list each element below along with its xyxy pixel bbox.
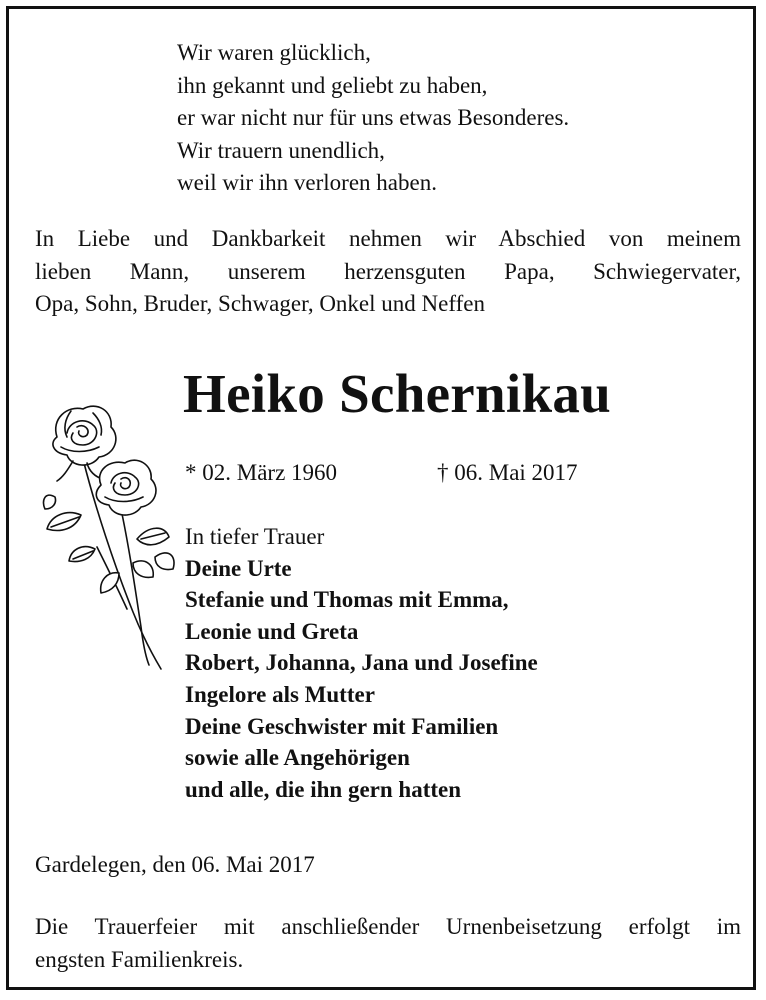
birth-date: * 02. März 1960 (185, 460, 338, 485)
farewell-line: lieben Mann, unserem herzensguten Papa, Schwiegervater, (35, 258, 741, 284)
poem-line: ihn gekannt und geliebt zu haben, (177, 72, 488, 98)
obituary-notice (6, 6, 756, 990)
poem-line: Wir waren glücklich, (177, 40, 371, 65)
funeral-notice-line: Die Trauerfeier mit anschließender Urnenbeisetzung erfolgt im (35, 914, 741, 939)
mourner-line: Deine Urte (185, 555, 292, 581)
deceased-name: Heiko Schernikau (183, 363, 612, 424)
farewell-text (35, 223, 741, 321)
funeral-notice (35, 911, 741, 976)
mourners-heading: In tiefer Trauer (185, 524, 325, 549)
mourner-line: Deine Geschwister mit Familien (185, 713, 499, 739)
mourner-line: Robert, Johanna, Jana und Josefine (185, 650, 538, 676)
mourner-line: und alle, die ihn gern hatten (185, 776, 462, 802)
farewell-line: Opa, Sohn, Bruder, Schwager, Onkel und Neffen (35, 291, 485, 316)
mourners-list (185, 521, 725, 805)
roses-icon (37, 397, 177, 682)
poem-line: weil wir ihn verloren haben. (177, 170, 437, 195)
mourner-line: sowie alle Angehörigen (185, 745, 410, 771)
farewell-line: In Liebe und Dankbarkeit nehmen wir Abschied von meinem (35, 226, 741, 251)
poem (177, 37, 697, 200)
funeral-notice-line: engsten Familienkreis. (35, 946, 244, 972)
mourner-line: Leonie und Greta (185, 618, 359, 644)
mourner-line: Stefanie und Thomas mit Emma, (185, 587, 509, 613)
place-and-date: Gardelegen, den 06. Mai 2017 (35, 852, 315, 877)
mourner-line: Ingelore als Mutter (185, 681, 375, 707)
poem-line: er war nicht nur für uns etwas Besonderes. (177, 105, 570, 130)
poem-line: Wir trauern unendlich, (177, 137, 385, 163)
death-date: † 06. Mai 2017 (437, 460, 578, 485)
